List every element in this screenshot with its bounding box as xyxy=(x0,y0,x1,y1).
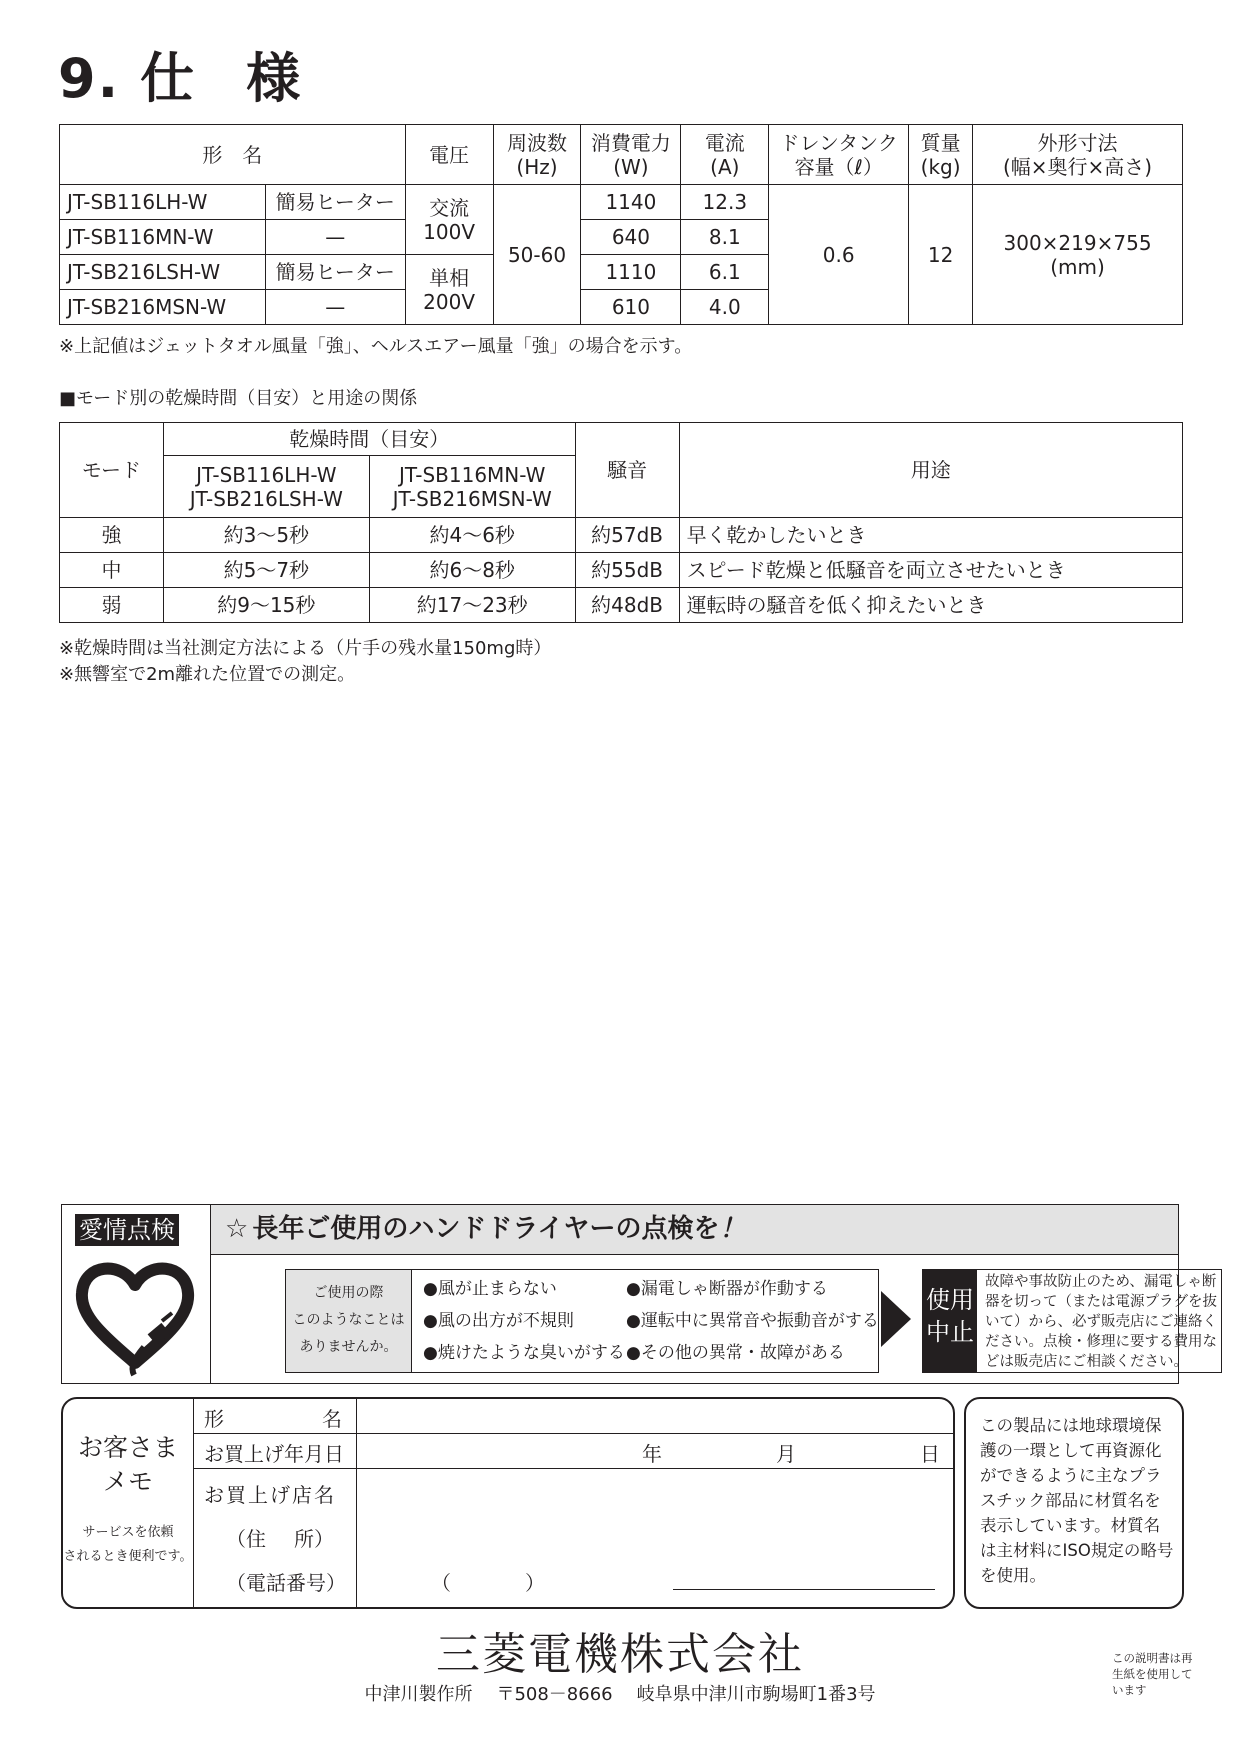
phone-paren-close: ） xyxy=(525,1571,545,1595)
mode-table xyxy=(59,422,1183,623)
symptom-item: ●運転中に異常音や振動音がする xyxy=(626,1311,879,1331)
symptom-item: ●その他の異常・故障がある xyxy=(626,1343,845,1363)
mode-notes xyxy=(59,636,551,688)
memo-label-date: お買上げ年月日 xyxy=(194,1434,357,1468)
heater-cell: 簡易ヒーター xyxy=(265,185,405,220)
model-cell: JT-SB116MN-W xyxy=(60,220,266,255)
memo-label-model: 形 名 xyxy=(194,1399,357,1433)
spec-table xyxy=(59,124,1183,325)
header-model: 形 名 xyxy=(60,125,406,185)
mode-note: ※乾燥時間は当社測定方法による（片手の残水量150mg時） xyxy=(59,638,552,659)
frequency-cell: 50-60 xyxy=(493,185,581,325)
mode-row xyxy=(60,518,1183,553)
time-a-cell: 約5〜7秒 xyxy=(163,553,369,588)
header-drying-time: 乾燥時間（目安） xyxy=(163,423,575,456)
stop-use-label: 使用 中止 xyxy=(923,1270,977,1372)
time-b-cell: 約17〜23秒 xyxy=(369,588,575,623)
memo-label-store: お買上げ店名 xyxy=(204,1483,336,1507)
header-group-b: JT-SB116MN-W JT-SB216MSN-W xyxy=(369,456,575,518)
mode-heading: ■モード別の乾燥時間（目安）と用途の関係 xyxy=(59,388,418,409)
phone-underline xyxy=(673,1589,935,1590)
heater-cell: — xyxy=(265,290,405,325)
memo-title: お客さま メモ xyxy=(77,1433,178,1496)
power-cell: 1140 xyxy=(581,185,681,220)
header-power: 消費電力 (W) xyxy=(581,125,681,185)
use-cell: 運転時の騒音を低く抑えたいとき xyxy=(679,588,1182,623)
customer-memo xyxy=(61,1397,955,1609)
power-cell: 640 xyxy=(581,220,681,255)
recycle-note: この製品には地球環境保護の一環として再資源化ができるように主なプラスチック部品に材質名を表示しています。材質名は主材料にISO規定の略号を使用。 xyxy=(980,1416,1174,1585)
question-line: このようなことは xyxy=(292,1312,405,1328)
header-voltage: 電圧 xyxy=(405,125,493,185)
header-use: 用途 xyxy=(679,423,1182,518)
mode-header-row xyxy=(60,423,1183,456)
noise-cell: 約55dB xyxy=(575,553,679,588)
date-day-label: 日 xyxy=(920,1442,940,1466)
time-b-cell: 約4〜6秒 xyxy=(369,518,575,553)
power-cell: 610 xyxy=(581,290,681,325)
inspection-header xyxy=(211,1205,1178,1255)
question-line: ありませんか。 xyxy=(299,1339,398,1355)
postal-code: 〒508－8666 xyxy=(496,1684,613,1705)
model-cell: JT-SB216LSH-W xyxy=(60,255,266,290)
symptom-item: ●風が止まらない xyxy=(423,1279,557,1299)
header-dimensions: 外形寸法 (幅×奥行×高さ) xyxy=(973,125,1183,185)
use-cell: スピード乾燥と低騒音を両立させたいとき xyxy=(679,553,1182,588)
drain-cell: 0.6 xyxy=(769,185,909,325)
mode-row xyxy=(60,553,1183,588)
model-cell: JT-SB216MSN-W xyxy=(60,290,266,325)
memo-label-address: （住 所） xyxy=(226,1527,334,1551)
symptom-item: ●漏電しゃ断器が作動する xyxy=(626,1279,828,1299)
model-cell: JT-SB116LH-W xyxy=(60,185,266,220)
heart-plug-icon xyxy=(72,1255,198,1377)
symptom-item: ●風の出方が不規則 xyxy=(423,1311,574,1331)
plant-name: 中津川製作所 xyxy=(364,1684,473,1705)
current-cell: 6.1 xyxy=(681,255,769,290)
mode-cell: 弱 xyxy=(60,588,164,623)
date-year-label: 年 xyxy=(642,1442,662,1466)
company-address xyxy=(0,1680,1240,1706)
mass-cell: 12 xyxy=(909,185,973,325)
current-cell: 12.3 xyxy=(681,185,769,220)
header-frequency: 周波数 (Hz) xyxy=(493,125,581,185)
symptom-box xyxy=(285,1269,879,1373)
recycled-paper-note: この説明書は再生紙を使用しています xyxy=(1112,1651,1193,1697)
use-cell: 早く乾かしたいとき xyxy=(679,518,1182,553)
date-month-label: 月 xyxy=(776,1442,796,1466)
memo-row-model xyxy=(194,1399,953,1434)
heater-cell: 簡易ヒーター xyxy=(265,255,405,290)
mode-row xyxy=(60,588,1183,623)
spec-header-row xyxy=(60,125,1183,185)
phone-paren-open: （ xyxy=(431,1571,451,1595)
mode-cell: 中 xyxy=(60,553,164,588)
inspection-box xyxy=(61,1204,1217,1384)
time-b-cell: 約6〜8秒 xyxy=(369,553,575,588)
current-cell: 8.1 xyxy=(681,220,769,255)
stop-use-text: 故障や事故防止のため、漏電しゃ断器を切って（または電源プラグを抜いて）から、必ず販売店にご連絡ください。点検・修理に要する費用などは販売店にご相談ください。 xyxy=(985,1274,1217,1370)
section-title-text: 仕様 xyxy=(140,47,353,110)
power-cell: 1110 xyxy=(581,255,681,290)
inspection-title-mark: ！ xyxy=(719,1214,746,1244)
header-mode: モード xyxy=(60,423,164,518)
memo-left-panel xyxy=(63,1399,194,1607)
heater-cell: — xyxy=(265,220,405,255)
inspection-title xyxy=(225,1213,746,1245)
voltage-cell: 単相 200V xyxy=(405,255,493,325)
symptom-item: ●焼けたような臭いがする xyxy=(423,1343,625,1363)
symptom-question xyxy=(286,1270,412,1372)
header-mass: 質量 (kg) xyxy=(909,125,973,185)
company-name: 三菱電機株式会社 xyxy=(436,1629,804,1680)
stop-use-box xyxy=(922,1269,1222,1373)
memo-note: サービスを依頼 されるとき便利です。 xyxy=(63,1525,193,1564)
header-current: 電流 (A) xyxy=(681,125,769,185)
memo-store-labels xyxy=(194,1469,357,1607)
mode-cell: 強 xyxy=(60,518,164,553)
inspection-tag: 愛情点検 xyxy=(75,1214,179,1246)
mode-note: ※無響室で2m離れた位置での測定。 xyxy=(59,664,356,685)
section-number: 9. xyxy=(58,47,121,110)
time-a-cell: 約9〜15秒 xyxy=(163,588,369,623)
question-line: ご使用の際 xyxy=(313,1285,384,1301)
header-drain: ドレンタンク 容量（ℓ） xyxy=(769,125,909,185)
header-group-a: JT-SB116LH-W JT-SB216LSH-W xyxy=(163,456,369,518)
inspection-left-panel xyxy=(62,1205,211,1383)
dimensions-cell: 300×219×755 (mm) xyxy=(973,185,1183,325)
section-title xyxy=(58,47,353,110)
address: 岐阜県中津川市駒場町1番3号 xyxy=(636,1684,876,1705)
time-a-cell: 約3〜5秒 xyxy=(163,518,369,553)
arrow-right-icon xyxy=(879,1291,913,1347)
header-noise: 騒音 xyxy=(575,423,679,518)
current-cell: 4.0 xyxy=(681,290,769,325)
recycle-note-box xyxy=(964,1397,1184,1609)
noise-cell: 約57dB xyxy=(575,518,679,553)
spec-row xyxy=(60,185,1183,220)
voltage-cell: 交流 100V xyxy=(405,185,493,255)
star-icon: ☆ xyxy=(225,1214,249,1244)
spec-note: ※上記値はジェットタオル風量「強」、ヘルスエアー風量「強」の場合を示す。 xyxy=(59,336,693,357)
noise-cell: 約48dB xyxy=(575,588,679,623)
memo-store-input-area[interactable] xyxy=(357,1469,953,1607)
memo-label-phone: （電話番号） xyxy=(226,1571,346,1595)
inspection-title-text: 長年ご使用のハンドドライヤーの点検を xyxy=(252,1214,720,1244)
memo-row-date xyxy=(194,1434,953,1469)
